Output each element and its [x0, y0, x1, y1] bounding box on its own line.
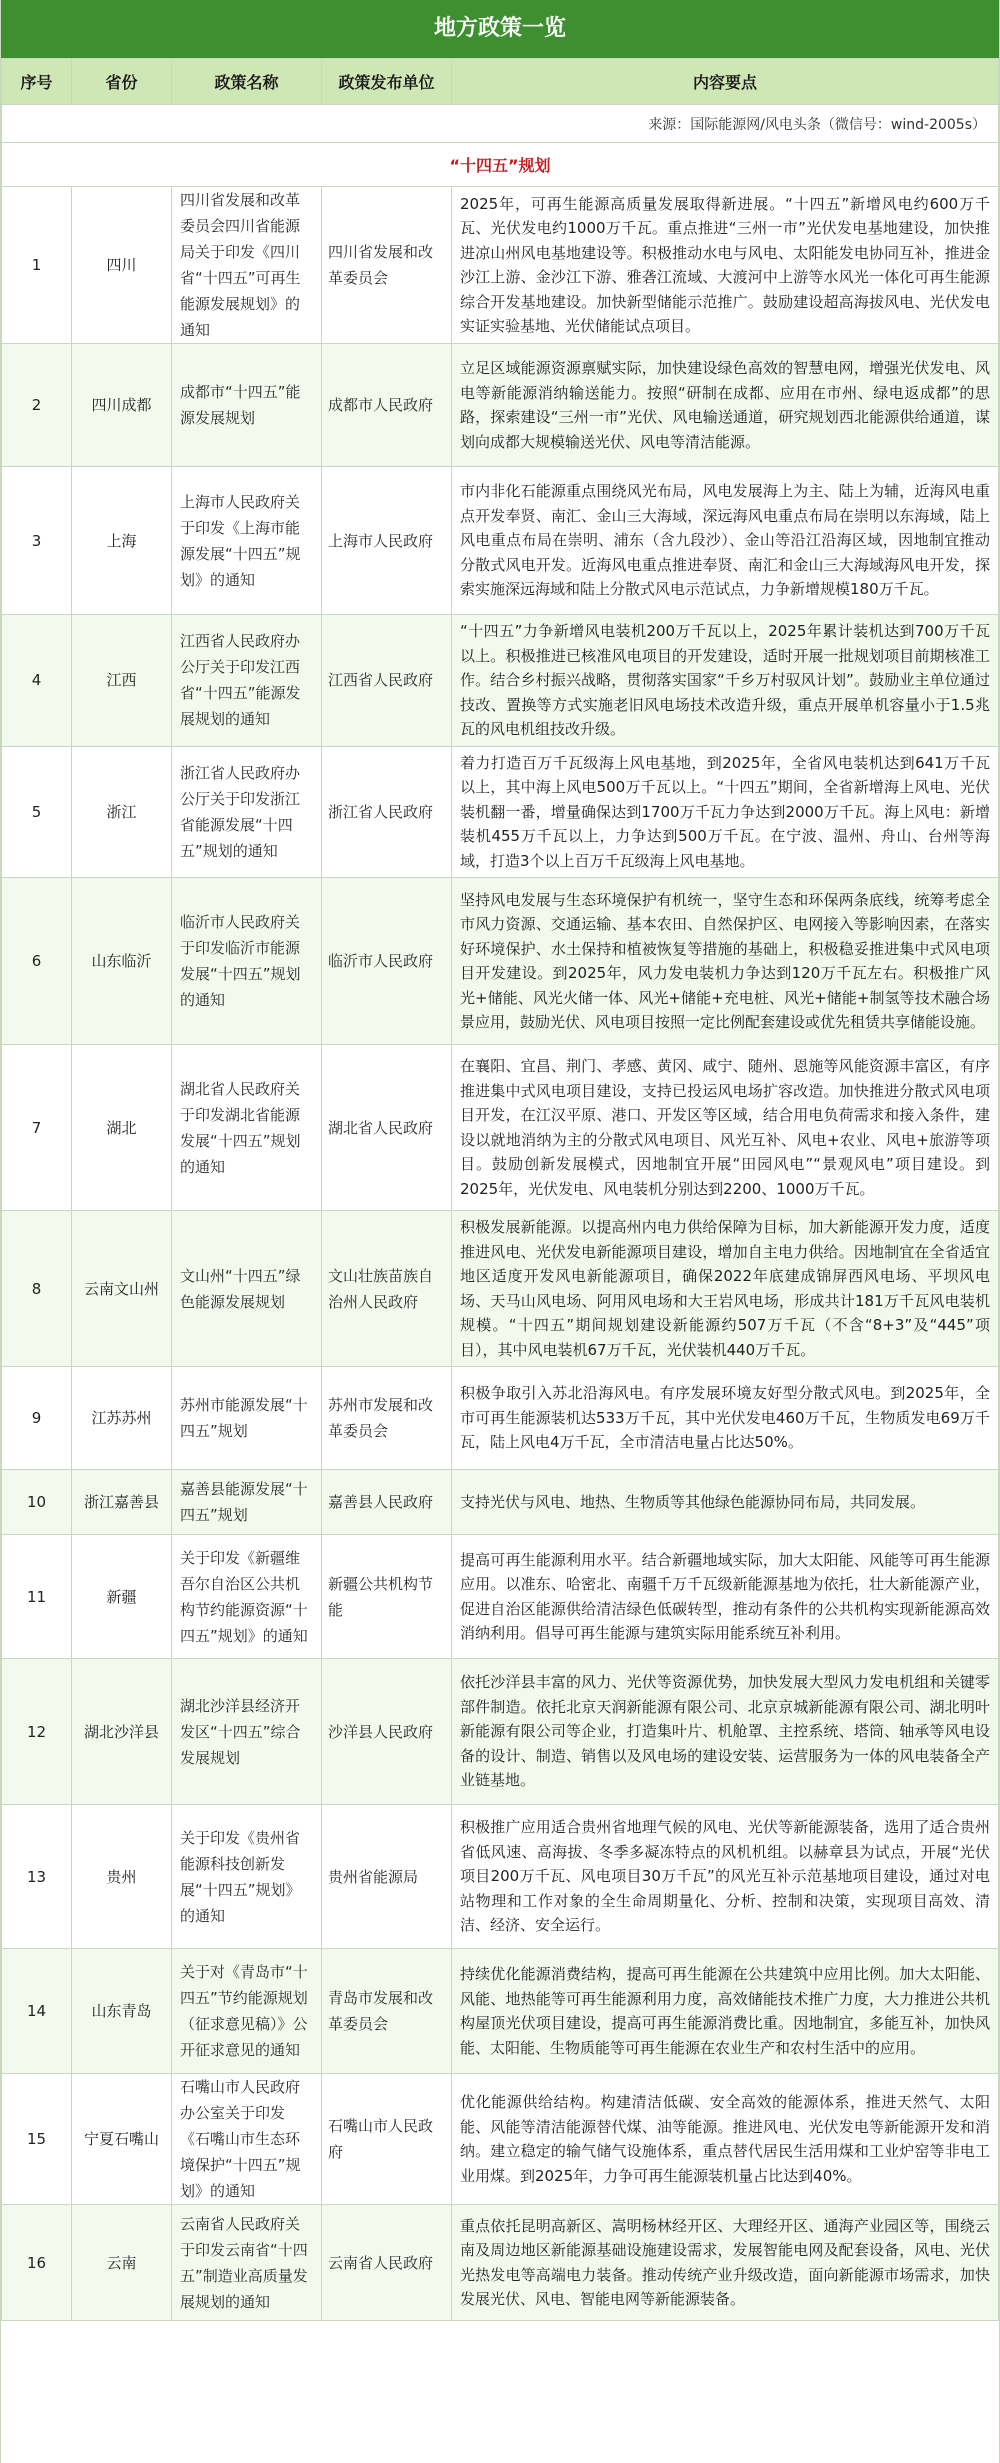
row-policy-name: 湖北沙洋县经济开发区“十四五”综合发展规划 — [172, 1659, 322, 1805]
page-title: 地方政策一览 — [1, 0, 999, 58]
row-province: 宁夏石嘴山 — [72, 2074, 172, 2205]
table-row — [2, 1367, 999, 1470]
row-number: 16 — [2, 2205, 72, 2321]
row-content: 坚持风电发展与生态环境保护有机统一，坚守生态和环保两条底线，统筹考虑全市风力资源、交通运输、基本农田、自然保护区、电网接入等影响因素，在落实好环境保护、水土保持和植被恢复等措施的基础上，积极稳妥推进集中式风电项目开发建设。到2025年，风力发电装机力争达到120万千瓦左右。积极推广风光+储能、风光火储一体、风光+储能+充电桩、风光+储能+制氢等技术融合场景应用，鼓励光伏、风电项目按照一定比例配套建设或优先租赁共享储能设施。 — [452, 878, 999, 1045]
table-row — [2, 1949, 999, 2074]
table-row — [2, 1535, 999, 1659]
row-number: 14 — [2, 1949, 72, 2074]
row-number: 12 — [2, 1659, 72, 1805]
row-number: 2 — [2, 344, 72, 467]
row-issuer: 四川省发展和改革委员会 — [322, 187, 452, 344]
row-policy-name: 嘉善县能源发展“十四五”规划 — [172, 1470, 322, 1535]
row-content: 优化能源供给结构。构建清洁低碳、安全高效的能源体系，推进天然气、太阳能、风能等清洁能源替代煤、油等能源。推进风电、光伏发电等新能源开发和消纳。建立稳定的输气储气设施体系，重点替代居民生活用煤和工业炉窑等非电工业用煤。到2025年，力争可再生能源装机量占比达到40%。 — [452, 2074, 999, 2205]
header-policy-name: 政策名称 — [172, 59, 322, 105]
row-province: 云南文山州 — [72, 1211, 172, 1367]
row-policy-name: 江西省人民政府办公厅关于印发江西省“十四五”能源发展规划的通知 — [172, 615, 322, 747]
table-row — [2, 1045, 999, 1211]
table-row — [2, 1211, 999, 1367]
row-issuer: 石嘴山市人民政府 — [322, 2074, 452, 2205]
row-province: 湖北沙洋县 — [72, 1659, 172, 1805]
row-content: 着力打造百万千瓦级海上风电基地，到2025年，全省风电装机达到641万千瓦以上，其中海上风电500万千瓦以上。“十四五”期间，全省新增海上风电、光伏装机翻一番，增量确保达到1700万千瓦力争达到2000万千瓦。海上风电：新增装机455万千瓦以上，力争达到500万千瓦。在宁波、温州、舟山、台州等海域，打造3个以上百万千瓦级海上风电基地。 — [452, 746, 999, 878]
source-row — [2, 105, 999, 143]
source-text: 来源：国际能源网/风电头条（微信号：wind-2005s） — [2, 105, 999, 143]
table-body — [2, 187, 999, 2321]
row-policy-name: 苏州市能源发展“十四五”规划 — [172, 1367, 322, 1470]
header-issuer: 政策发布单位 — [322, 59, 452, 105]
row-content: 立足区域能源资源禀赋实际，加快建设绿色高效的智慧电网，增强光伏发电、风电等新能源消纳输送能力。按照“研制在成都、应用在市州、绿电返成都”的思路，探索建设“三州一市”光伏、风电输送通道，研究规划西北能源供给通道，谋划向成都大规模输送光伏、风电等清洁能源。 — [452, 344, 999, 467]
row-province: 山东临沂 — [72, 878, 172, 1045]
row-content: 市内非化石能源重点围绕风光布局，风电发展海上为主、陆上为辅，近海风电重点开发奉贤、南汇、金山三大海域，深远海风电重点布局在崇明以东海域，陆上风电重点布局在崇明、浦东（含九段沙）、金山等沿江沿海区域，因地制宜推动分散式风电开发。近海风电重点推进奉贤、南汇和金山三大海域海风电开发，探索实施深远海域和陆上分散式风电示范试点，力争新增规模180万千瓦。 — [452, 467, 999, 615]
row-province: 贵州 — [72, 1805, 172, 1949]
row-province: 江西 — [72, 615, 172, 747]
row-issuer: 苏州市发展和改革委员会 — [322, 1367, 452, 1470]
row-number: 3 — [2, 467, 72, 615]
row-province: 云南 — [72, 2205, 172, 2321]
row-issuer: 云南省人民政府 — [322, 2205, 452, 2321]
table-row — [2, 2074, 999, 2205]
row-number: 6 — [2, 878, 72, 1045]
row-issuer: 沙洋县人民政府 — [322, 1659, 452, 1805]
row-number: 13 — [2, 1805, 72, 1949]
table-row — [2, 615, 999, 747]
row-province: 四川 — [72, 187, 172, 344]
row-policy-name: 临沂市人民政府关于印发临沂市能源发展“十四五”规划的通知 — [172, 878, 322, 1045]
row-province: 湖北 — [72, 1045, 172, 1211]
row-number: 7 — [2, 1045, 72, 1211]
row-issuer: 贵州省能源局 — [322, 1805, 452, 1949]
row-issuer: 文山壮族苗族自治州人民政府 — [322, 1211, 452, 1367]
row-number: 9 — [2, 1367, 72, 1470]
table-row — [2, 1470, 999, 1535]
row-province: 浙江嘉善县 — [72, 1470, 172, 1535]
row-issuer: 成都市人民政府 — [322, 344, 452, 467]
row-issuer: 江西省人民政府 — [322, 615, 452, 747]
row-policy-name: 成都市“十四五”能源发展规划 — [172, 344, 322, 467]
row-number: 5 — [2, 746, 72, 878]
row-policy-name: 石嘴山市人民政府办公室关于印发《石嘴山市生态环境保护“十四五”规划》的通知 — [172, 2074, 322, 2205]
row-number: 15 — [2, 2074, 72, 2205]
row-province: 浙江 — [72, 746, 172, 878]
row-policy-name: 关于印发《新疆维吾尔自治区公共机构节约能源资源“十四五”规划》的通知 — [172, 1535, 322, 1659]
row-policy-name: 关于印发《贵州省能源科技创新发展“十四五”规划》的通知 — [172, 1805, 322, 1949]
table-row — [2, 1805, 999, 1949]
row-province: 江苏苏州 — [72, 1367, 172, 1470]
row-content: “十四五”力争新增风电装机200万千瓦以上，2025年累计装机达到700万千瓦以上。积极推进已核准风电项目的开发建设，适时开展一批规划项目前期核准工作。结合乡村振兴战略，贯彻落实国家“千乡万村驭风计划”。鼓励业主单位通过技改、置换等方式实施老旧风电场技术改造升级，重点开展单机容量小于1.5兆瓦的风电机组技改升级。 — [452, 615, 999, 747]
table-row — [2, 1659, 999, 1805]
row-content: 持续优化能源消费结构，提高可再生能源在公共建筑中应用比例。加大太阳能、风能、地热能等可再生能源利用力度，高效储能技术推广力度，大力推进公共机构屋顶光伏项目建设，提高可再生能源消费比重。因地制宜，多能互补，加快风能、太阳能、生物质能等可再生能源在农业生产和农村生活中的应用。 — [452, 1949, 999, 2074]
header-province: 省份 — [72, 59, 172, 105]
table-row — [2, 878, 999, 1045]
row-number: 4 — [2, 615, 72, 747]
row-content: 提高可再生能源利用水平。结合新疆地域实际，加大太阳能、风能等可再生能源应用。以准东、哈密北、南疆千万千瓦级新能源基地为依托，壮大新能源产业，促进自治区能源供给清洁绿色低碳转型，推动有条件的公共机构实现新能源高效消纳利用。倡导可再生能源与建筑实际用能系统互补利用。 — [452, 1535, 999, 1659]
row-province: 山东青岛 — [72, 1949, 172, 2074]
row-policy-name: 四川省发展和改革委员会四川省能源局关于印发《四川省“十四五”可再生能源发展规划》的通知 — [172, 187, 322, 344]
row-policy-name: 湖北省人民政府关于印发湖北省能源发展“十四五”规划的通知 — [172, 1045, 322, 1211]
row-content: 支持光伏与风电、地热、生物质等其他绿色能源协同布局，共同发展。 — [452, 1470, 999, 1535]
row-issuer: 浙江省人民政府 — [322, 746, 452, 878]
row-content: 积极发展新能源。以提高州内电力供给保障为目标，加大新能源开发力度，适度推进风电、光伏发电新能源项目建设，增加自主电力供给。因地制宜在全省适宜地区适度开发风电新能源项目，确保2022年底建成锦屏西风电场、平坝风电场、天马山风电场、阿用风电场和大王岩风电场，形成共计181万千瓦风电装机规模。“十四五”期间规划建设新能源约507万千瓦（不含“8+3”及“445”项目），其中风电装机67万千瓦，光伏装机440万千瓦。 — [452, 1211, 999, 1367]
header-content: 内容要点 — [452, 59, 999, 105]
row-policy-name: 关于对《青岛市“十四五”节约能源规划（征求意见稿）》公开征求意见的通知 — [172, 1949, 322, 2074]
table-row — [2, 746, 999, 878]
row-number: 11 — [2, 1535, 72, 1659]
table-row — [2, 2205, 999, 2321]
row-number: 10 — [2, 1470, 72, 1535]
row-issuer: 青岛市发展和改革委员会 — [322, 1949, 452, 2074]
row-province: 新疆 — [72, 1535, 172, 1659]
table-header-row — [2, 59, 999, 105]
row-policy-name: 浙江省人民政府办公厅关于印发浙江省能源发展“十四五”规划的通知 — [172, 746, 322, 878]
header-no: 序号 — [2, 59, 72, 105]
row-province: 上海 — [72, 467, 172, 615]
row-number: 8 — [2, 1211, 72, 1367]
row-content: 2025年，可再生能源高质量发展取得新进展。“十四五”新增风电约600万千瓦、光伏发电约1000万千瓦。重点推进“三州一市”光伏发电基地建设，加快推进凉山州风电基地建设等。积极推动水电与风电、太阳能发电协同互补，推进金沙江上游、金沙江下游、雅砻江流域、大渡河中上游等水风光一体化可再生能源综合开发基地建设。加快新型储能示范推广。鼓励建设超高海拔风电、光伏发电实证实验基地、光伏储能试点项目。 — [452, 187, 999, 344]
section-title: “十四五”规划 — [2, 143, 999, 187]
row-policy-name: 上海市人民政府关于印发《上海市能源发展“十四五”规划》的通知 — [172, 467, 322, 615]
row-content: 积极推广应用适合贵州省地理气候的风电、光伏等新能源装备，选用了适合贵州省低风速、高海拔、冬季多凝冻特点的风机机组。以赫章县为试点，开展“光伏项目200万千瓦、风电项目30万千瓦”的风光互补示范基地项目建设，通过对电站物理和工作对象的全生命周期量化、分析、控制和决策，实现项目高效、清洁、经济、安全运行。 — [452, 1805, 999, 1949]
row-issuer: 嘉善县人民政府 — [322, 1470, 452, 1535]
row-issuer: 新疆公共机构节能 — [322, 1535, 452, 1659]
section-row — [2, 143, 999, 187]
row-content: 重点依托昆明高新区、嵩明杨林经开区、大理经开区、通海产业园区等，围绕云南及周边地区新能源基础设施建设需求，发展智能电网及配套设备，风电、光伏光热发电等高端电力装备。推动传统产业升级改造，面向新能源市场需求，加快发展光伏、风电、智能电网等新能源装备。 — [452, 2205, 999, 2321]
table-row — [2, 187, 999, 344]
row-policy-name: 云南省人民政府关于印发云南省“十四五”制造业高质量发展规划的通知 — [172, 2205, 322, 2321]
row-issuer: 临沂市人民政府 — [322, 878, 452, 1045]
row-content: 在襄阳、宜昌、荆门、孝感、黄冈、咸宁、随州、恩施等风能资源丰富区，有序推进集中式风电项目建设，支持已投运风电场扩容改造。加快推进分散式风电项目开发，在江汉平原、港口、开发区等区域，结合用电负荷需求和接入条件，建设以就地消纳为主的分散式风电项目、风光互补、风电+农业、风电+旅游等项目。鼓励创新发展模式，因地制宜开展“田园风电”“景观风电”项目建设。到2025年，光伏发电、风电装机分别达到2200、1000万千瓦。 — [452, 1045, 999, 1211]
row-policy-name: 文山州“十四五”绿色能源发展规划 — [172, 1211, 322, 1367]
table-row — [2, 344, 999, 467]
row-content: 积极争取引入苏北沿海风电。有序发展环境友好型分散式风电。到2025年，全市可再生能源装机达533万千瓦，其中光伏发电460万千瓦，生物质发电69万千瓦，陆上风电4万千瓦，全市清洁电量占比达50%。 — [452, 1367, 999, 1470]
row-issuer: 上海市人民政府 — [322, 467, 452, 615]
policy-table — [1, 58, 999, 2321]
row-issuer: 湖北省人民政府 — [322, 1045, 452, 1211]
row-number: 1 — [2, 187, 72, 344]
table-row — [2, 467, 999, 615]
row-province: 四川成都 — [72, 344, 172, 467]
row-content: 依托沙洋县丰富的风力、光伏等资源优势，加快发展大型风力发电机组和关键零部件制造。依托北京天润新能源有限公司、北京京城新能源有限公司、湖北明叶新能源有限公司等企业，打造集叶片、机舱罩、主控系统、塔筒、轴承等风电设备的设计、制造、销售以及风电场的建设安装、运营服务为一体的风电装备全产业链基地。 — [452, 1659, 999, 1805]
